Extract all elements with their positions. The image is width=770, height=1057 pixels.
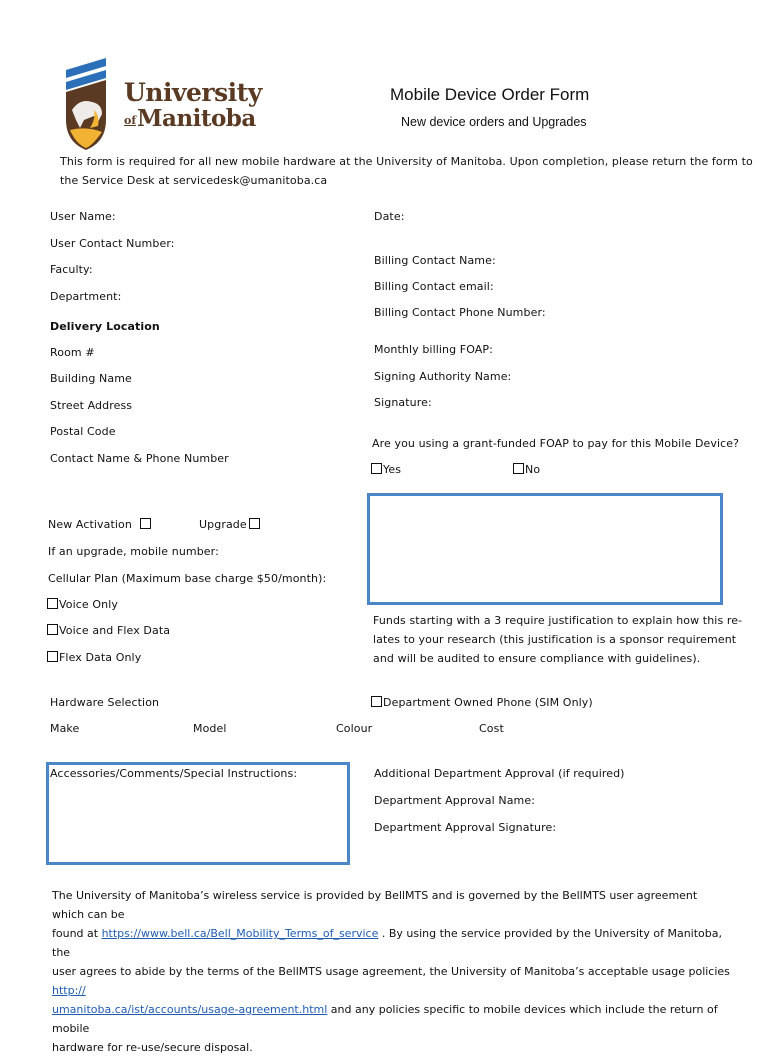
upgrade-option[interactable]	[199, 518, 261, 531]
intro-line-1: This form is required for all new mobile hardware at the University of Manitoba. Upon completion, please return the form to	[60, 155, 753, 168]
room-label: Room #	[50, 346, 95, 359]
approval-heading: Additional Department Approval (if required)	[374, 767, 625, 780]
bison-shield-icon	[62, 58, 114, 150]
model-label: Model	[193, 722, 227, 735]
approval-signature-label: Department Approval Signature:	[374, 821, 557, 834]
new-activation-label: New Activation	[48, 518, 132, 531]
flex-only-checkbox[interactable]	[47, 651, 58, 662]
footer-line-5: hardware for re-use/secure disposal.	[52, 1041, 253, 1054]
foap-label: Monthly billing FOAP:	[374, 343, 493, 356]
voice-only-option[interactable]	[47, 598, 118, 611]
dept-owned-label: Department Owned Phone (SIM Only)	[383, 696, 593, 709]
new-activation-checkbox[interactable]	[140, 518, 151, 529]
street-label: Street Address	[50, 399, 133, 412]
footer-line-4-post: and any policies specific to mobile devices which include the return of mobile	[52, 1003, 718, 1035]
user-contact-label: User Contact Number:	[50, 237, 175, 250]
logo-text-university: University	[124, 78, 262, 107]
cost-label: Cost	[479, 722, 504, 735]
footer-line-2-pre: found at	[52, 927, 102, 940]
upgrade-number-label: If an upgrade, mobile number:	[48, 545, 219, 558]
faculty-label: Faculty:	[50, 263, 93, 276]
footer-line-2	[52, 924, 732, 962]
new-activation-option[interactable]	[48, 518, 152, 531]
yes-label: Yes	[383, 463, 402, 476]
user-name-label: User Name:	[50, 210, 116, 223]
footer-line-1: The University of Manitoba’s wireless service is provided by BellMTS and is governed by the BellMTS user agreement which can be	[52, 889, 698, 921]
usage-agreement-link-start[interactable]: http://	[52, 984, 86, 997]
date-label: Date:	[374, 210, 405, 223]
billing-phone-label: Billing Contact Phone Number:	[374, 306, 546, 319]
department-label: Department:	[50, 290, 122, 303]
upgrade-label: Upgrade	[199, 518, 247, 531]
voice-only-label: Voice Only	[59, 598, 118, 611]
usage-agreement-link[interactable]: umanitoba.ca/ist/accounts/usage-agreement.html	[52, 1003, 328, 1016]
building-label: Building Name	[50, 372, 132, 385]
form-subtitle: New device orders and Upgrades	[401, 115, 587, 129]
grant-note-line-2: lates to your research (this justification is a sponsor requirement	[373, 633, 737, 646]
grant-yes-option[interactable]	[371, 463, 401, 476]
upgrade-checkbox[interactable]	[249, 518, 260, 529]
no-checkbox[interactable]	[513, 463, 524, 474]
footer-line-2-post: . By using the service provided by the University of Manitoba, the	[52, 927, 722, 959]
voice-flex-label: Voice and Flex Data	[59, 624, 171, 637]
approval-name-label: Department Approval Name:	[374, 794, 536, 807]
grant-question: Are you using a grant-funded FOAP to pay for this Mobile Device?	[372, 437, 740, 450]
contact-label: Contact Name & Phone Number	[50, 452, 229, 465]
university-logo	[62, 58, 114, 155]
colour-label: Colour	[336, 722, 373, 735]
billing-name-label: Billing Contact Name:	[374, 254, 496, 267]
voice-flex-checkbox[interactable]	[47, 624, 58, 635]
footer-line-3-pre: user agrees to abide by the terms of the BellMTS usage agreement, the University of Manitoba’s acceptable usage policies	[52, 965, 730, 978]
accessories-label: Accessories/Comments/Special Instructions:	[50, 767, 298, 780]
logo-text-of: of	[124, 114, 137, 127]
footer-line-4	[52, 1000, 732, 1038]
form-title: Mobile Device Order Form	[390, 85, 590, 104]
grant-no-option[interactable]	[513, 463, 540, 476]
voice-flex-option[interactable]	[47, 624, 170, 637]
postal-label: Postal Code	[50, 425, 116, 438]
no-label: No	[525, 463, 541, 476]
delivery-location-heading: Delivery Location	[50, 320, 160, 333]
flex-only-label: Flex Data Only	[59, 651, 142, 664]
dept-owned-checkbox[interactable]	[371, 696, 382, 707]
logo-text-manitoba: Manitoba	[137, 105, 256, 132]
signature-label: Signature:	[374, 396, 432, 409]
flex-only-option[interactable]	[47, 651, 141, 664]
grant-note-line-3: and will be audited to ensure compliance with guidelines).	[373, 652, 701, 665]
footer-paragraph	[52, 886, 732, 1057]
signing-authority-label: Signing Authority Name:	[374, 370, 512, 383]
bell-terms-link[interactable]: https://www.bell.ca/Bell_Mobility_Terms_of_service	[101, 927, 379, 940]
grant-note-line-1: Funds starting with a 3 require justification to explain how this re-	[373, 614, 743, 627]
billing-email-label: Billing Contact email:	[374, 280, 494, 293]
intro-line-2: the Service Desk at servicedesk@umanitoba.ca	[60, 174, 328, 187]
voice-only-checkbox[interactable]	[47, 598, 58, 609]
make-label: Make	[50, 722, 80, 735]
footer-line-3	[52, 962, 732, 1000]
dept-owned-option[interactable]	[371, 696, 593, 709]
grant-justification-box[interactable]	[367, 493, 723, 605]
cellular-plan-label: Cellular Plan (Maximum base charge $50/month):	[48, 572, 327, 585]
hardware-selection-heading: Hardware Selection	[50, 696, 160, 709]
yes-checkbox[interactable]	[371, 463, 382, 474]
